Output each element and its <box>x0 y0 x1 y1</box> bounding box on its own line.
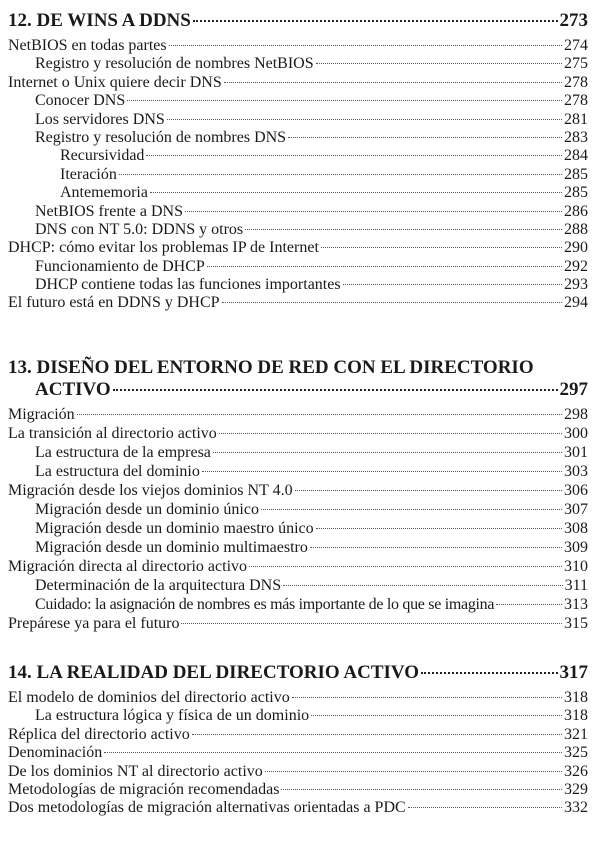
toc-entry[interactable] <box>8 707 588 725</box>
dot-leader <box>421 672 557 674</box>
toc-entry-title: Denominación <box>8 744 103 762</box>
toc-entry-page-number: 298 <box>564 406 588 423</box>
toc-entry[interactable] <box>8 111 588 129</box>
dot-leader <box>193 20 558 22</box>
chapter-page-number: 273 <box>559 10 588 31</box>
toc-entry[interactable] <box>8 799 588 817</box>
dot-leader <box>222 302 562 303</box>
toc-entry-page-number: 318 <box>564 707 588 725</box>
dot-leader <box>295 490 562 491</box>
toc-entry-page-number: 290 <box>564 239 588 257</box>
chapter-13 <box>8 357 588 634</box>
toc-entry-page-number: 278 <box>564 92 588 110</box>
dot-leader <box>192 734 562 735</box>
dot-leader <box>408 807 562 808</box>
dot-leader <box>167 119 562 120</box>
dot-leader <box>185 211 562 212</box>
toc-entry[interactable] <box>8 539 588 558</box>
toc-entry-title: El modelo de dominios del directorio activo <box>8 689 290 706</box>
chapter-title: 12. DE WINS A DDNS <box>8 10 191 31</box>
dot-leader <box>213 452 562 453</box>
toc-entry[interactable] <box>8 463 588 482</box>
toc-entry[interactable] <box>8 763 588 781</box>
toc-entry[interactable] <box>8 129 588 147</box>
toc-entry-title: La estructura de la empresa <box>35 444 211 461</box>
toc-entry[interactable] <box>8 444 588 463</box>
toc-entry-title: DHCP contiene todas las funciones importantes <box>35 276 341 294</box>
toc-entry[interactable] <box>8 37 588 55</box>
toc-entry-page-number: 281 <box>564 110 588 128</box>
dot-leader <box>77 414 562 415</box>
toc-entry[interactable] <box>8 221 588 239</box>
toc-entry-page-number: 275 <box>564 55 588 73</box>
toc-entry[interactable] <box>8 482 588 501</box>
toc-entry-page-number: 315 <box>564 615 588 632</box>
toc-entry[interactable] <box>8 726 588 744</box>
dot-leader <box>283 585 562 586</box>
dot-leader <box>169 45 562 46</box>
toc-entry-title: La estructura lógica y física de un dominio <box>35 707 310 725</box>
toc-entry[interactable] <box>8 147 588 165</box>
dot-leader <box>310 547 562 548</box>
chapter-heading[interactable] <box>8 10 588 32</box>
dot-leader <box>321 247 562 248</box>
toc-entry-title: Funcionamiento de DHCP <box>35 257 205 275</box>
toc-entry[interactable] <box>8 689 588 707</box>
toc-entry-title: Migración directa al directorio activo <box>8 558 248 575</box>
toc-entry-page-number: 293 <box>564 276 588 294</box>
toc-entry[interactable] <box>8 92 588 110</box>
toc-entry-page-number: 303 <box>564 463 588 480</box>
dot-leader <box>292 697 562 698</box>
dot-leader <box>202 471 562 472</box>
toc-entry-title: El futuro está en DDNS y DHCP <box>8 294 220 312</box>
toc-entry-page-number: 321 <box>564 725 588 743</box>
toc-entry-title: Cuidado: la asignación de nombres es más importante de lo que se imagina <box>35 596 495 613</box>
chapter-14 <box>8 662 588 818</box>
toc-entry-page-number: 306 <box>564 482 588 499</box>
toc-entry-title: Réplica del directorio activo <box>8 725 190 743</box>
toc-entry-page-number: 310 <box>564 558 588 575</box>
toc-entry-page-number: 292 <box>564 257 588 275</box>
toc-entry[interactable] <box>8 558 588 577</box>
toc-entry-page-number: 285 <box>564 165 588 183</box>
chapter-page-number: 317 <box>559 662 588 683</box>
toc-entry-title: Registro y resolución de nombres NetBIOS <box>35 55 314 73</box>
toc-entry[interactable] <box>8 166 588 184</box>
toc-entry-title: Migración desde un dominio único <box>35 501 259 518</box>
toc-entry-title: De los dominios NT al directorio activo <box>8 762 263 780</box>
toc-entry-page-number: 307 <box>564 501 588 518</box>
dot-leader <box>316 528 562 529</box>
dot-leader <box>311 715 562 716</box>
toc-entry[interactable] <box>8 74 588 92</box>
dot-leader <box>146 155 562 156</box>
dot-leader <box>181 623 562 624</box>
toc-entry[interactable] <box>8 239 588 257</box>
toc-entry-page-number: 309 <box>564 539 588 556</box>
toc-entry-title: La estructura del dominio <box>35 463 200 480</box>
dot-leader <box>127 100 562 101</box>
toc-entry-page-number: 325 <box>564 744 588 762</box>
toc-entry-title: Prepárese ya para el futuro <box>8 615 180 632</box>
toc-entry-title: Registro y resolución de nombres DNS <box>35 128 287 146</box>
toc-entry-page-number: 301 <box>564 444 588 461</box>
dot-leader <box>261 509 562 510</box>
toc-entry[interactable] <box>8 294 588 312</box>
toc-entry-title: Metodologías de migración recomendadas <box>8 780 280 798</box>
toc-entry[interactable] <box>8 406 588 425</box>
toc-entry[interactable] <box>8 577 588 596</box>
toc-entry-title: Conocer DNS <box>35 92 126 110</box>
toc-entry-title: Migración desde un dominio multimaestro <box>35 539 308 556</box>
toc-entry-page-number: 308 <box>564 520 588 537</box>
toc-entry-title: Determinación de la arquitectura DNS <box>35 577 282 594</box>
toc-entry[interactable] <box>8 501 588 520</box>
toc-entry-page-number: 284 <box>564 147 588 165</box>
dot-leader <box>281 789 562 790</box>
dot-leader <box>249 566 562 567</box>
toc-entry-title: Dos metodologías de migración alternativas orientadas a PDC <box>8 799 406 817</box>
toc-entry-page-number: 278 <box>564 73 588 91</box>
toc-entry-title: DNS con NT 5.0: DDNS y otros <box>35 220 244 238</box>
toc-entry[interactable] <box>8 781 588 799</box>
dot-leader <box>119 174 562 175</box>
toc-entry-title: Migración desde los viejos dominios NT 4.0 <box>8 482 293 499</box>
chapter-title: 14. LA REALIDAD DEL DIRECTORIO ACTIVO <box>8 662 420 683</box>
toc-entry-title: Antememoria <box>60 184 148 202</box>
chapter-12 <box>8 10 588 313</box>
dot-leader <box>245 229 562 230</box>
toc-entry-page-number: 313 <box>564 596 588 613</box>
chapter-title: ACTIVO <box>35 379 111 400</box>
dot-leader <box>496 604 562 605</box>
toc-entry-title: Recursividad <box>60 147 145 165</box>
toc-entry-page-number: 274 <box>564 37 588 54</box>
chapter-page-number: 297 <box>559 379 588 400</box>
toc-entry-page-number: 329 <box>564 780 588 798</box>
dot-leader <box>265 771 562 772</box>
toc-entry-page-number: 283 <box>564 128 588 146</box>
dot-leader <box>207 266 562 267</box>
toc-entry[interactable] <box>8 425 588 444</box>
toc-entry-page-number: 288 <box>564 220 588 238</box>
toc-entry-title: Migración desde un dominio maestro único <box>35 520 314 537</box>
toc-entry[interactable] <box>8 520 588 539</box>
toc-entry-title: DHCP: cómo evitar los problemas IP de Internet <box>8 239 319 257</box>
toc-entry-title: Migración <box>8 406 75 423</box>
toc-entry-page-number: 318 <box>564 689 588 706</box>
toc-entry-title: Iteración <box>60 165 117 183</box>
toc-entry-title: Internet o Unix quiere decir DNS <box>8 73 222 91</box>
toc-entry[interactable] <box>8 203 588 221</box>
dot-leader <box>316 63 562 64</box>
toc-entry-page-number: 332 <box>564 799 588 817</box>
dot-leader <box>219 433 562 434</box>
dot-leader <box>104 752 562 753</box>
toc-entry[interactable] <box>8 615 588 634</box>
chapter-title: 13. DISEÑO DEL ENTORNO DE RED CON EL DIRECTORIO <box>8 357 534 378</box>
toc-entry[interactable] <box>8 744 588 762</box>
toc-entry-page-number: 326 <box>564 762 588 780</box>
dot-leader <box>288 137 562 138</box>
toc-entry-title: La transición al directorio activo <box>8 425 217 442</box>
toc-entry-title: NetBIOS en todas partes <box>8 37 167 54</box>
toc-entry[interactable] <box>8 258 588 276</box>
toc-entry-page-number: 311 <box>564 577 588 594</box>
chapter-heading[interactable] <box>8 662 588 684</box>
toc-entry-page-number: 285 <box>564 184 588 202</box>
toc-entry-title: Los servidores DNS <box>35 110 165 128</box>
dot-leader <box>343 284 562 285</box>
toc-entry-page-number: 300 <box>564 425 588 442</box>
chapter-heading[interactable] <box>8 357 588 401</box>
dot-leader <box>113 389 558 391</box>
toc-entry[interactable] <box>8 596 588 615</box>
dot-leader <box>150 192 562 193</box>
toc-entry-title: NetBIOS frente a DNS <box>35 202 183 220</box>
toc-entry[interactable] <box>8 55 588 73</box>
toc-entry-page-number: 286 <box>564 202 588 220</box>
toc-entry[interactable] <box>8 184 588 202</box>
toc-entry[interactable] <box>8 276 588 294</box>
dot-leader <box>224 82 562 83</box>
toc-entry-page-number: 294 <box>564 294 588 312</box>
